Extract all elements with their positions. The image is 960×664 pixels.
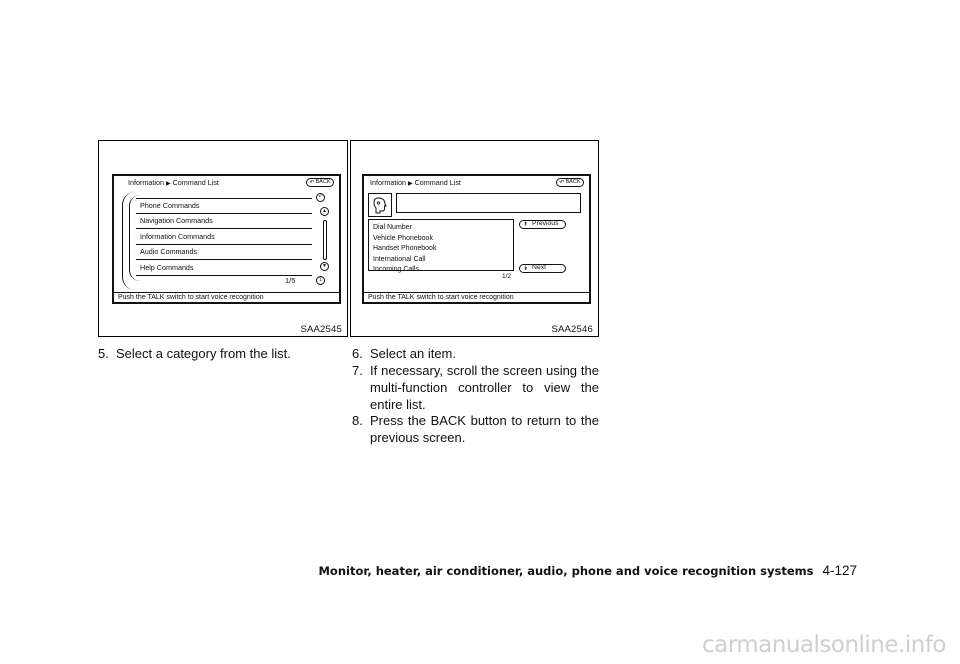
breadcrumb-current: Command List bbox=[172, 178, 219, 187]
chevron-down-double-icon: ↡ bbox=[523, 265, 529, 272]
scrollbar[interactable] bbox=[323, 220, 327, 260]
breadcrumb-parent: Information bbox=[370, 178, 406, 187]
figure-caption: SAA2546 bbox=[551, 324, 593, 335]
chevron-down-icon[interactable]: ▼ bbox=[320, 262, 329, 271]
display-screen bbox=[362, 174, 591, 304]
step-number: 6. bbox=[352, 346, 363, 361]
previous-label: Previous bbox=[532, 220, 559, 228]
list-item-label: Help Commands bbox=[140, 262, 194, 272]
breadcrumb bbox=[370, 179, 461, 187]
breadcrumb bbox=[128, 179, 219, 187]
step-number: 5. bbox=[98, 346, 109, 361]
step-number: 8. bbox=[352, 413, 363, 428]
display-screen bbox=[112, 174, 341, 304]
back-label: BACK bbox=[565, 178, 581, 185]
breadcrumb-current: Command List bbox=[414, 178, 461, 187]
talk-prompt-bar bbox=[364, 292, 589, 302]
face-icon bbox=[369, 194, 391, 216]
chevron-up-double-icon: ↟ bbox=[523, 221, 529, 228]
breadcrumb-parent: Information bbox=[128, 178, 164, 187]
step-6 bbox=[352, 345, 456, 362]
section-title: Monitor, heater, air conditioner, audio, phone and voice recognition systems bbox=[318, 564, 814, 578]
back-label: BACK bbox=[315, 178, 331, 185]
list-item[interactable]: Handset Phonebook bbox=[373, 245, 437, 252]
list-item-label: Navigation Commands bbox=[140, 216, 213, 226]
talk-prompt: Push the TALK switch to start voice recognition bbox=[118, 294, 264, 301]
talk-prompt-bar bbox=[114, 292, 339, 302]
list-item[interactable] bbox=[136, 229, 312, 245]
page-indicator: 1/5 bbox=[285, 276, 296, 285]
voice-face-box bbox=[368, 193, 392, 217]
list-item[interactable] bbox=[136, 198, 312, 214]
step-8 bbox=[352, 412, 599, 446]
command-list bbox=[368, 219, 514, 271]
step-text: If necessary, scroll the screen using the multi-function controller to view the entire list. bbox=[370, 363, 599, 412]
next-button[interactable] bbox=[519, 264, 566, 273]
watermark: carmanualsonline.info bbox=[701, 632, 946, 658]
right-triangle-icon: ▶ bbox=[165, 181, 171, 187]
page-indicator: 1/2 bbox=[502, 273, 512, 280]
list-item[interactable]: Dial Number bbox=[373, 224, 412, 231]
list-item-label: Information Commands bbox=[140, 231, 215, 241]
chevron-up-icon[interactable]: ▲ bbox=[320, 207, 329, 216]
list-item[interactable]: Vehicle Phonebook bbox=[373, 234, 433, 242]
list-item[interactable] bbox=[136, 245, 312, 261]
list-item[interactable]: Incoming Calls bbox=[373, 266, 419, 273]
figure-command-categories bbox=[98, 140, 348, 337]
back-button[interactable] bbox=[556, 178, 584, 187]
figure-command-list bbox=[350, 140, 599, 337]
step-7 bbox=[352, 362, 599, 413]
step-5 bbox=[98, 345, 291, 362]
back-button[interactable] bbox=[306, 178, 334, 187]
command-input-field[interactable] bbox=[396, 193, 581, 213]
right-triangle-icon: ▶ bbox=[407, 181, 413, 187]
step-number: 7. bbox=[352, 363, 363, 378]
step-text: Select an item. bbox=[370, 346, 456, 361]
page-footer bbox=[318, 563, 857, 578]
category-list bbox=[136, 198, 312, 276]
return-arrow-icon: ↶ bbox=[309, 179, 315, 186]
list-item[interactable] bbox=[136, 214, 312, 230]
figure-caption: SAA2545 bbox=[300, 324, 342, 335]
list-item-label: Phone Commands bbox=[140, 201, 200, 211]
previous-button[interactable] bbox=[519, 220, 566, 229]
list-item-label: Audio Commands bbox=[140, 247, 198, 257]
return-arrow-icon: ↶ bbox=[559, 179, 565, 186]
step-text: Press the BACK button to return to the previous screen. bbox=[370, 413, 599, 445]
step-text: Select a category from the list. bbox=[116, 346, 291, 361]
next-label: Next bbox=[532, 264, 547, 272]
chevron-down-double-icon[interactable]: ↧ bbox=[316, 276, 325, 285]
talk-prompt: Push the TALK switch to start voice recognition bbox=[368, 294, 514, 301]
page-number: 4-127 bbox=[822, 563, 857, 578]
return-arrow-icon[interactable]: ↶ bbox=[316, 193, 325, 202]
list-item[interactable]: International Call bbox=[373, 255, 426, 263]
list-item[interactable] bbox=[136, 260, 312, 276]
